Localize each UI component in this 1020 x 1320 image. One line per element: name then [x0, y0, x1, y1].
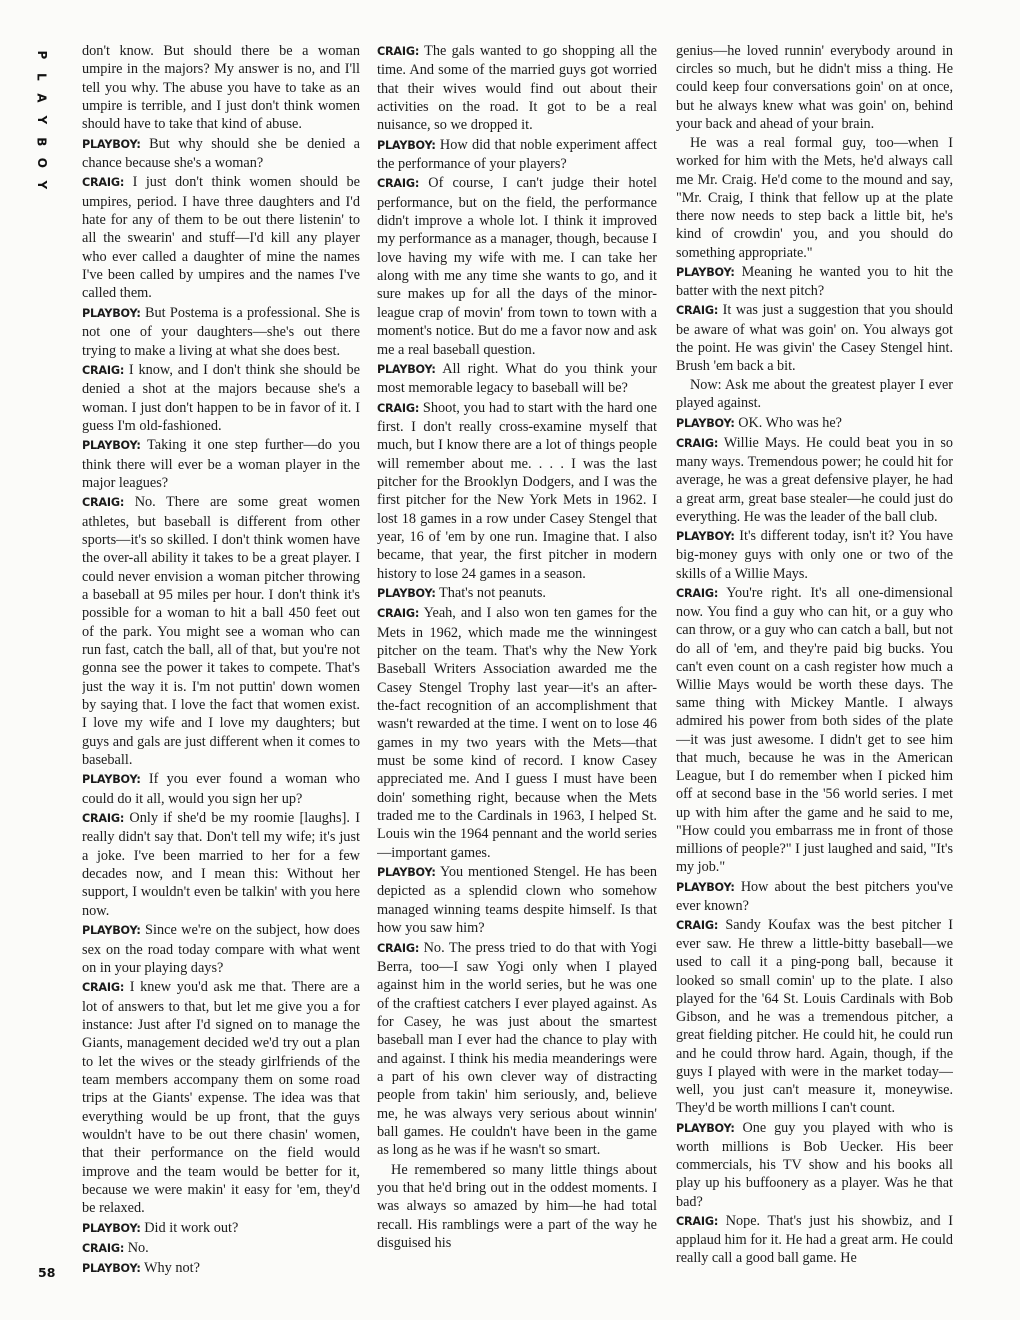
paragraph-text: Meaning he wanted you to hit the batter with the next pitch? — [676, 263, 953, 300]
paragraph-text: All right. What do you think your most memorable legacy to baseball will be? — [377, 360, 657, 397]
paragraph-text: But why should she be denied a chance because she's a woman? — [82, 135, 360, 172]
interview-paragraph — [82, 361, 360, 435]
interview-paragraph — [82, 770, 360, 808]
paragraph-text: But Postema is a professional. She is not one of your daughters—she's out there trying to make a living at what she does best. — [82, 304, 360, 359]
paragraph-text: Why not? — [143, 1260, 200, 1277]
paragraph-text: No. There are some great women athletes, but baseball is different from other sports—it's so skilled. I don't think women have the over-all ability it takes to be a great player. I could never envision a woman pitcher throwing a baseball at 95 miles per hour. I don't think it's possible for a woman to hit a ball 450 feet out of the park. You might see a woman who can run fast, catch the ball, all of that, but you're not gonna see the power it takes to compete. That's just the way it is. I'm not puttin' down women by saying that. I love the fact that women exist. I love my wife and I love my daughters; but guys and gals are just different when it comes to baseball. — [82, 494, 360, 769]
speaker-label: CRAIG: — [377, 177, 420, 191]
paragraph-text: Willie Mays. He could beat you in so many ways. Tremendous power; he could hit for average, he was a great defensive player, he had a great arm, great base stealer—he could just do everything. He was the leader of the ball club. — [676, 434, 953, 525]
interview-paragraph — [676, 263, 953, 300]
paragraph-text: How about the best pitchers you've ever known? — [676, 878, 953, 914]
title-letter: L — [34, 72, 49, 81]
paragraph-text: genius—he loved runnin' everybody around in circles so much, but he didn't miss a thing. He could keep four conversations goin' on at once, but he always knew what was goin' on, behind your back and ahead of your brain. — [676, 43, 953, 132]
speaker-label: CRAIG: — [377, 607, 420, 621]
interview-paragraph — [377, 939, 657, 1160]
interview-paragraph — [82, 304, 360, 360]
interview-paragraph — [676, 376, 953, 412]
interview-paragraph — [377, 136, 657, 174]
paragraph-text: I know, and I don't think she should be denied a shot at the majors because she's a woman. I just don't happen to be in favor of it. I guess I'm old-fashioned. — [82, 361, 360, 434]
speaker-label: PLAYBOY: — [82, 1221, 141, 1235]
interview-paragraph — [82, 921, 360, 977]
text-column-3 — [676, 42, 953, 1268]
paragraph-text: No. — [127, 1240, 149, 1256]
speaker-label: PLAYBOY: — [82, 137, 141, 151]
title-letter: O — [34, 158, 49, 169]
paragraph-text: Nope. That's just his showbiz, and I applaud him for it. He had a great arm. He could really call a good ball game. He — [676, 1212, 953, 1267]
speaker-label: CRAIG: — [82, 363, 125, 377]
interview-paragraph — [82, 135, 360, 173]
interview-paragraph — [82, 493, 360, 769]
paragraph-text: Shoot, you had to start with the hard one first. I don't really cross-examine myself that much, but I know there are a lot of things people will remember about me. . . . I was the last pitcher for the Brooklyn Dodgers, and I was the first pitcher for the New York Mets in 1962. I lost 18 games in a row under Casey Stengel that year, 16 of 'em by one run. Imagine that. I also became, that year, the first pitcher in modern history to lose 24 games in a season. — [377, 399, 657, 582]
interview-paragraph — [377, 863, 657, 937]
interview-paragraph — [676, 878, 953, 915]
title-letter: Y — [34, 115, 49, 125]
interview-paragraph — [377, 360, 657, 398]
paragraph-text: You mentioned Stengel. He has been depicted as a splendid clown who somehow managed winning teams despite himself. Is that how you saw him? — [377, 864, 657, 937]
interview-paragraph — [82, 436, 360, 492]
paragraph-text: OK. Who was he? — [738, 414, 842, 431]
paragraph-text: Yeah, and I also won ten games for the Mets in 1962, which made me the winningest pitcher on the team. That's why the New York Baseball Writers Association awarded me the Casey Stengel Trophy last year—it's an after-the-fact recognition of an accomplishment that wasn't rewarded at the time. I went on to lose 46 games in my two years with the Mets—that must be some kind of record. I know Casey appreciated me. And I guess I must have been doin' something right, because when the Mets traded me to the Cardinals in 1963, I helped St. Louis win the 1964 pennant and the world series—important games. — [377, 605, 657, 861]
speaker-label: PLAYBOY: — [676, 416, 735, 430]
paragraph-text: If you ever found a woman who could do it all, would you sign her up? — [82, 771, 360, 807]
speaker-label: PLAYBOY: — [82, 1262, 141, 1276]
paragraph-text: Now: Ask me about the greatest player I ever played against. — [676, 377, 953, 412]
interview-paragraph — [377, 584, 657, 603]
interview-paragraph — [82, 1239, 360, 1258]
interview-paragraph — [377, 174, 657, 358]
paragraph-text: don't know. But should there be a woman umpire in the majors? My answer is no, and I'll tell you why. The abuse you have to take as an umpire is terrible, and I just don't think women should have to take that kind of abuse. — [82, 43, 360, 133]
title-letter: A — [34, 93, 49, 103]
paragraph-text: It was just a suggestion that you should be aware of what was goin' on. You always got the point. He was givin' the Casey Stengel hint. Brush 'em back a bit. — [676, 302, 953, 374]
paragraph-text: I just don't think women should be umpires, period. I have three daughters and I'd hate for any of them to be out there listenin' to all the swearin' and stuff—I'd kill any player who ever called a daughter of mine the names I've been called by umpires and the names I've called them. — [82, 174, 360, 302]
paragraph-text: Taking it one step further—do you think there will ever be a woman player in the major leagues? — [82, 437, 360, 491]
paragraph-text: That's not peanuts. — [438, 584, 546, 601]
interview-paragraph — [676, 584, 953, 877]
speaker-label: CRAIG: — [676, 436, 719, 450]
speaker-label: CRAIG: — [676, 586, 719, 600]
paragraph-text: How did that noble experiment affect the performance of your players? — [377, 136, 657, 173]
paragraph-text: Did it work out? — [144, 1219, 239, 1236]
paragraph-text: No. The press tried to do that with Yogi Berra, too—I saw Yogi only when I played against him in the world series, but he was one of the craftiest catchers I ever played against. As for Casey, he was just about the smartest baseball man I ever had the chance to play with and against. I think his media meanderings were a part of his own clever way of distracting people from takin' him seriously, and, believe me, he was always very serious about winnin' ball games. He couldn't have been in the game as long as he was if he wasn't so smart. — [377, 939, 657, 1159]
text-column-2 — [377, 42, 657, 1253]
title-letter: P — [34, 50, 49, 60]
interview-paragraph — [676, 916, 953, 1118]
interview-paragraph — [676, 42, 953, 133]
speaker-label: CRAIG: — [82, 1242, 125, 1255]
paragraph-text: Sandy Koufax was the best pitcher I ever saw. He threw a little-bitty baseball—we used to call it a ping-pong ball, because it looked so small comin' up to the plate. I also played for the '64 St. Louis Cardinals with Bob Gibson, and he was a tremendous pitcher, a great fielding pitcher. He could hit, he could run and he could throw hard. Again, though, if the guys I played with were in the market today—well, you just can't measure it, moneywise. They'd be worth millions I can't count. — [676, 917, 953, 1117]
interview-paragraph — [82, 809, 360, 920]
speaker-label: PLAYBOY: — [377, 586, 436, 600]
interview-paragraph — [82, 1219, 360, 1238]
speaker-label: PLAYBOY: — [82, 306, 141, 320]
interview-paragraph — [82, 1259, 360, 1278]
interview-paragraph — [676, 301, 953, 375]
paragraph-text: He was a real formal guy, too—when I worked for him with the Mets, he'd always call me Mr. Craig. He'd come to the mound and say, "Mr. Craig, I think that fellow up at the plate there now needs to step back a little bit, he's kind of crowdin' you, and you should do something appropriate." — [676, 135, 953, 261]
speaker-label: PLAYBOY: — [82, 439, 141, 453]
paragraph-text: Of course, I can't judge their hotel performance, but on the field, the performance didn't improve a whole lot. I think it improved my performance as a manager, though, because I love having my wife with me. I can take her along with me any time she wants to go, and it sure makes up for all the days of the minor-league crap of movin' from town to town with a moment's notice. But do me a favor now and ask me a real baseball question. — [377, 175, 657, 358]
paragraph-text: It's different today, isn't it? You have big-money guys with only one or two of the skills of a Willie Mays. — [676, 528, 953, 582]
paragraph-text: Only if she'd be my roomie [laughs]. I really didn't say that. Don't tell my wife; it's just a joke. I've been married to her for a few decades now, and I mean this: Without her support, I wouldn't even be talkin' with you here now. — [82, 810, 360, 919]
page-number: 58 — [38, 1265, 56, 1280]
speaker-label: PLAYBOY: — [676, 880, 735, 894]
speaker-label: PLAYBOY: — [82, 773, 141, 787]
interview-paragraph — [676, 434, 953, 526]
interview-paragraph — [377, 604, 657, 862]
interview-paragraph — [82, 42, 360, 134]
interview-paragraph — [676, 1119, 953, 1211]
speaker-label: PLAYBOY: — [676, 1121, 735, 1135]
interview-paragraph — [377, 399, 657, 583]
speaker-label: PLAYBOY: — [82, 924, 141, 938]
paragraph-text: He remembered so many little things about you that he'd bring out in the oddest moments. I was always so amazed by him—he had total recall. His ramblings were a part of the way he disguised his — [377, 1161, 657, 1251]
speaker-label: CRAIG: — [377, 401, 420, 415]
paragraph-text: You're right. It's all one-dimensional now. You find a guy who can hit, or a guy who can throw, or a guy who can catch a ball, but not do all of 'em, and they're paid big bucks. You can't even count on a cash register how much a Willie Mays would be worth these days. The same thing with Mickey Mantle. I always admired his power from both sides of the plate—it was just awesome. I didn't get to see him that much, because he was in the American League, but I do remember when I picked him off at second base in the '56 world series. I met up with him after the game and he said to me, "How could you embarrass me in front of those millions of people?" I just laughed and said, "It's my job." — [676, 584, 953, 876]
paragraph-text: One guy you played with who is worth millions is Bob Uecker. His beer commercials, his TV show and his books all play up his buffoonery as a player. Was he that bad? — [676, 1119, 953, 1210]
speaker-label: CRAIG: — [82, 981, 125, 995]
title-letter: Y — [34, 180, 49, 190]
speaker-label: CRAIG: — [82, 496, 125, 510]
speaker-label: CRAIG: — [377, 941, 420, 955]
speaker-label: CRAIG: — [82, 812, 125, 826]
interview-paragraph — [82, 173, 360, 302]
speaker-label: PLAYBOY: — [676, 265, 735, 279]
speaker-label: PLAYBOY: — [377, 362, 436, 376]
speaker-label: CRAIG: — [676, 304, 719, 318]
interview-paragraph — [377, 1161, 657, 1253]
magazine-title-vertical — [30, 44, 52, 196]
text-column-1 — [82, 42, 360, 1280]
interview-paragraph — [676, 1212, 953, 1268]
paragraph-text: The gals wanted to go shopping all the time. And some of the married guys got worried that their wives would find out about their activities on the road. It got to be a real nuisance, so we dropped it. — [377, 43, 657, 134]
speaker-label: PLAYBOY: — [377, 866, 436, 880]
interview-paragraph — [676, 414, 953, 433]
speaker-label: PLAYBOY: — [377, 138, 436, 152]
speaker-label: CRAIG: — [377, 45, 420, 58]
speaker-label: PLAYBOY: — [676, 530, 735, 544]
interview-paragraph — [377, 42, 657, 135]
speaker-label: CRAIG: — [82, 176, 125, 190]
speaker-label: CRAIG: — [676, 919, 719, 933]
interview-paragraph — [676, 134, 953, 262]
paragraph-text: I knew you'd ask me that. There are a lot of answers to that, but let me give you a for instance: Just after I'd signed on to manage the Giants, management decided we'd try out a plan to let the wives or the steady girlfriends of the team members accompany them on some road trips at the Giants' expense. The idea was that everything would be up front, that the guys wouldn't have to be out there chasin' women, that their performance on the field would improve and the team would be better for it, because we were makin' it easy for 'em, they'd be relaxed. — [82, 979, 360, 1217]
interview-paragraph — [676, 527, 953, 583]
speaker-label: CRAIG: — [676, 1214, 719, 1228]
paragraph-text: Since we're on the subject, how does sex on the road today compare with what went on in your playing days? — [82, 922, 360, 976]
interview-paragraph — [82, 978, 360, 1217]
title-letter: B — [34, 137, 49, 147]
